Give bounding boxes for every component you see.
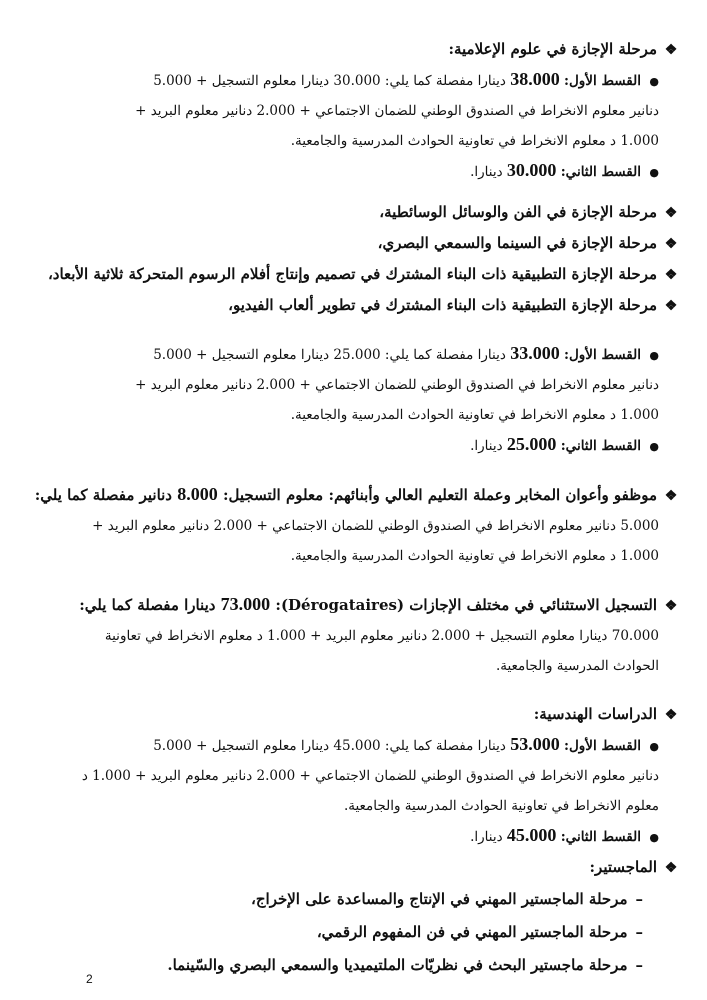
diamond-bullet-icon: ❖ <box>664 42 678 58</box>
fee-detail: 1.000 د معلوم الانخراط في تعاونية الحوادث المدرسية والجامعية. <box>290 548 659 564</box>
bullet-icon: ● <box>649 349 659 362</box>
section-heading: ❖ مرحلة الإجازة التطبيقية ذات البناء المشترك في تطوير ألعاب الفيديو، <box>30 290 679 321</box>
diamond-bullet-icon: ❖ <box>664 598 678 614</box>
document-page <box>30 34 679 982</box>
installment-detail: 1.000 د معلوم الانخراط في تعاونية الحوادث المدرسية والجامعية. <box>290 133 659 149</box>
bullet-icon: ● <box>649 831 659 844</box>
installment-line: ● القسط الأول: 38.000 دينارا مفصلة كما يلي: 30.000 دينارا معلوم التسجيل + 5.000 <box>30 65 679 96</box>
diamond-bullet-icon: ❖ <box>664 205 678 221</box>
list-item: – مرحلة الماجستير المهني في فن المفهوم الرقمي، <box>316 923 643 941</box>
installment-detail: معلوم الانخراط في تعاونية الحوادث المدرسية والجامعية. <box>343 798 659 814</box>
fee-detail: 5.000 دنانير معلوم الانخراط في الصندوق الوطني للضمان الاجتماعي + 2.000 دنانير معلوم البريد + <box>92 518 659 534</box>
diamond-bullet-icon: ❖ <box>664 298 678 314</box>
fee-detail: 70.000 دينارا معلوم التسجيل + 2.000 دنانير معلوم البريد + 1.000 د معلوم الانخراط في تعاونية <box>104 628 659 644</box>
page-number: 2 <box>86 972 93 986</box>
list-item: – مرحلة الماجستير المهني في الإنتاج والمساعدة على الإخراج، <box>251 890 643 908</box>
bullet-icon: ● <box>649 440 659 453</box>
installment-line: ● القسط الثاني: 30.000 دينارا. <box>30 156 679 187</box>
list-item: – مرحلة ماجستير البحث في نظريّات الملتيميديا والسمعي البصري والسّينما. <box>167 956 643 974</box>
diamond-bullet-icon: ❖ <box>664 236 678 252</box>
section-heading: ❖ مرحلة الإجازة التطبيقية ذات البناء المشترك في تصميم وإنتاج أفلام الرسوم المتحركة ثلاثية الأبعاد، <box>30 259 679 290</box>
section-heading: ❖ الدراسات الهندسية: <box>30 699 679 730</box>
installment-detail: دنانير معلوم الانخراط في الصندوق الوطني للضمان الاجتماعي + 2.000 دنانير معلوم البريد + <box>135 103 659 119</box>
diamond-bullet-icon: ❖ <box>664 488 678 504</box>
bullet-icon: ● <box>649 740 659 753</box>
fee-detail: الحوادث المدرسية والجامعية. <box>495 658 659 674</box>
installment-detail: دنانير معلوم الانخراط في الصندوق الوطني للضمان الاجتماعي + 2.000 دنانير معلوم البريد + <box>135 377 659 393</box>
section-heading: ❖ مرحلة الإجازة في علوم الإعلامية: <box>30 34 679 65</box>
bullet-icon: ● <box>649 166 659 179</box>
installment-detail: دنانير معلوم الانخراط في الصندوق الوطني للضمان الاجتماعي + 2.000 دنانير معلوم البريد + 1.000 د <box>81 768 659 784</box>
section-heading: ❖ الماجستير: <box>30 852 679 883</box>
section-heading: ❖ موظفو وأعوان المخابر وعملة التعليم العالي وأبنائهم: معلوم التسجيل: 8.000 دنانير مفصلة كما يلي: <box>30 479 679 511</box>
installment-line: ● القسط الأول: 33.000 دينارا مفصلة كما يلي: 25.000 دينارا معلوم التسجيل + 5.000 <box>30 339 679 370</box>
diamond-bullet-icon: ❖ <box>664 267 678 283</box>
section-heading: ❖ مرحلة الإجازة في الفن والوسائل الوسائطية، <box>30 197 679 228</box>
bullet-icon: ● <box>649 75 659 88</box>
diamond-bullet-icon: ❖ <box>664 707 678 723</box>
section-heading: ❖ مرحلة الإجازة في السينما والسمعي البصري، <box>30 228 679 259</box>
installment-line: ● القسط الثاني: 25.000 دينارا. <box>30 430 679 461</box>
installment-line: ● القسط الثاني: 45.000 دينارا. <box>30 821 679 852</box>
installment-detail: 1.000 د معلوم الانخراط في تعاونية الحوادث المدرسية والجامعية. <box>290 407 659 423</box>
installment-line: ● القسط الأول: 53.000 دينارا مفصلة كما يلي: 45.000 دينارا معلوم التسجيل + 5.000 <box>30 730 679 761</box>
section-heading: ❖ التسجيل الاستثنائي في مختلف الإجازات (Dérogataires): 73.000 دينارا مفصلة كما يلي: <box>30 589 679 621</box>
diamond-bullet-icon: ❖ <box>664 860 678 876</box>
